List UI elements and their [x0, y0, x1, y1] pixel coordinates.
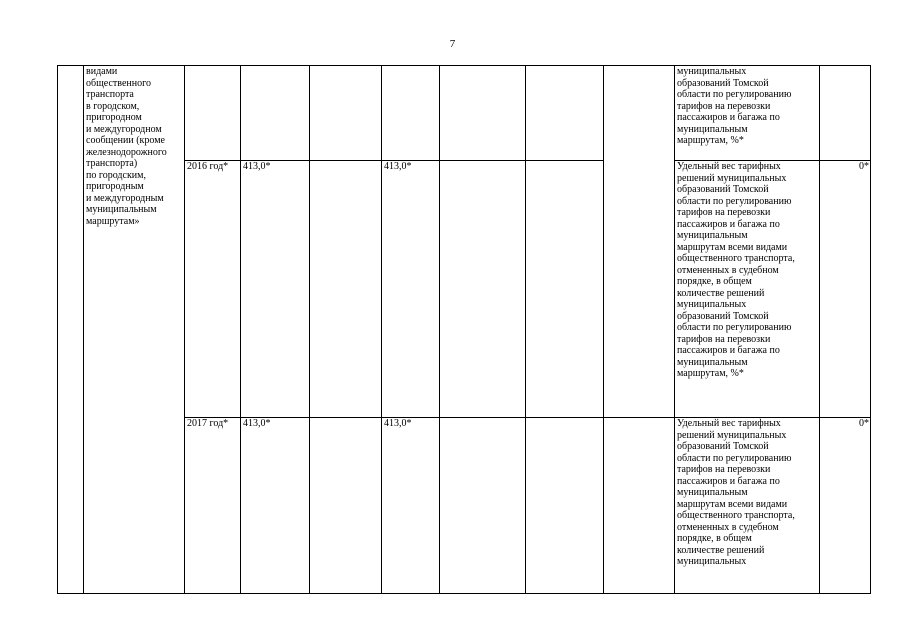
- indicator-line: тарифов на перевозки: [677, 333, 771, 345]
- program-name-line: маршрутам»: [86, 215, 140, 227]
- executor-cell: [604, 418, 675, 594]
- local-budget-cell: [440, 66, 526, 161]
- year-cell: [185, 66, 241, 161]
- other-sources-cell: [526, 161, 604, 418]
- federal-budget-cell: [310, 418, 382, 594]
- indicator-line: Удельный вес тарифных: [677, 161, 781, 172]
- program-name-line: пригородном: [86, 112, 142, 123]
- indicator-line: пассажиров и багажа по: [677, 112, 780, 123]
- indicator-cell: [675, 418, 820, 594]
- regional-budget-cell: 413,0*: [382, 418, 440, 594]
- local-budget-cell: [440, 418, 526, 594]
- total-cell: [241, 66, 310, 161]
- program-table: [57, 65, 871, 594]
- program-name-line: железнодорожного: [86, 146, 167, 158]
- indicator-line: пассажиров и багажа по: [677, 475, 780, 487]
- indicator-line: области по регулированию: [677, 89, 792, 100]
- regional-budget-cell: 413,0*: [382, 161, 440, 418]
- table-row: [58, 66, 871, 161]
- indicator-line: тарифов на перевозки: [677, 100, 771, 112]
- program-name-line: общественного: [86, 77, 151, 89]
- indicator-line: образований Томской: [677, 441, 769, 452]
- indicator-line: пассажиров и багажа по: [677, 345, 780, 356]
- indicator-line: образований Томской: [677, 77, 769, 89]
- indicator-value-cell: 0*: [820, 161, 871, 418]
- indicator-line: Удельный вес тарифных: [677, 418, 781, 429]
- executor-cell: [604, 66, 675, 418]
- indicator-line: количестве решений: [677, 544, 765, 556]
- indicator-cell: [675, 66, 820, 161]
- indicator-line: решений муниципальных: [677, 429, 787, 441]
- program-name-line: транспорта): [86, 158, 138, 169]
- row-number-cell: [58, 66, 84, 594]
- program-name-cell: [84, 66, 185, 594]
- indicator-line: отмененных в судебном: [677, 264, 779, 276]
- program-name-line: и междугородном: [86, 123, 162, 135]
- indicator-line: маршрутам, %*: [677, 135, 744, 146]
- indicator-line: маршрутам всеми видами: [677, 241, 788, 253]
- other-sources-cell: [526, 66, 604, 161]
- page-number: 7: [449, 38, 456, 50]
- indicator-line: количестве решений: [677, 287, 765, 299]
- local-budget-cell: [440, 161, 526, 418]
- indicator-line: общественного транспорта,: [677, 510, 795, 521]
- indicator-line: образований Томской: [677, 184, 769, 195]
- indicator-line: тарифов на перевозки: [677, 464, 771, 475]
- federal-budget-cell: [310, 66, 382, 161]
- regional-budget-cell: [382, 66, 440, 161]
- indicator-cell: [675, 161, 820, 418]
- year-cell: 2016 год*: [185, 161, 241, 418]
- indicator-line: муниципальным: [677, 230, 748, 241]
- indicator-line: общественного транспорта,: [677, 253, 795, 264]
- indicator-line: муниципальных: [677, 66, 747, 77]
- indicator-line: отмененных в судебном: [677, 521, 779, 533]
- indicator-line: маршрутам всеми видами: [677, 498, 788, 510]
- total-cell: 413,0*: [241, 418, 310, 594]
- program-name-line: в городском,: [86, 100, 140, 112]
- indicator-line: области по регулированию: [677, 452, 792, 464]
- indicator-value-cell: 0*: [820, 418, 871, 594]
- program-name-line: сообщении (кроме: [86, 135, 165, 146]
- program-name-line: пригородным: [86, 181, 144, 192]
- indicator-line: маршрутам, %*: [677, 368, 744, 379]
- program-name-line: по городским,: [86, 169, 146, 181]
- indicator-line: порядке, в общем: [677, 533, 752, 544]
- indicator-line: области по регулированию: [677, 195, 792, 207]
- indicator-value-cell: [820, 66, 871, 161]
- program-name-line: и междугородным: [86, 192, 164, 204]
- program-name-line: муниципальным: [86, 204, 157, 215]
- indicator-line: муниципальным: [677, 356, 748, 368]
- program-name-line: транспорта: [86, 89, 134, 100]
- program-name-line: видами: [86, 66, 118, 77]
- indicator-line: муниципальным: [677, 487, 748, 498]
- indicator-line: порядке, в общем: [677, 276, 752, 287]
- indicator-line: пассажиров и багажа по: [677, 218, 780, 230]
- indicator-line: тарифов на перевозки: [677, 207, 771, 218]
- indicator-line: образований Томской: [677, 310, 769, 322]
- total-cell: 413,0*: [241, 161, 310, 418]
- indicator-line: муниципальных: [677, 556, 747, 567]
- indicator-line: муниципальным: [677, 123, 748, 135]
- other-sources-cell: [526, 418, 604, 594]
- indicator-line: решений муниципальных: [677, 172, 787, 184]
- indicator-line: муниципальных: [677, 299, 747, 310]
- year-cell: 2017 год*: [185, 418, 241, 594]
- indicator-line: области по регулированию: [677, 322, 792, 333]
- federal-budget-cell: [310, 161, 382, 418]
